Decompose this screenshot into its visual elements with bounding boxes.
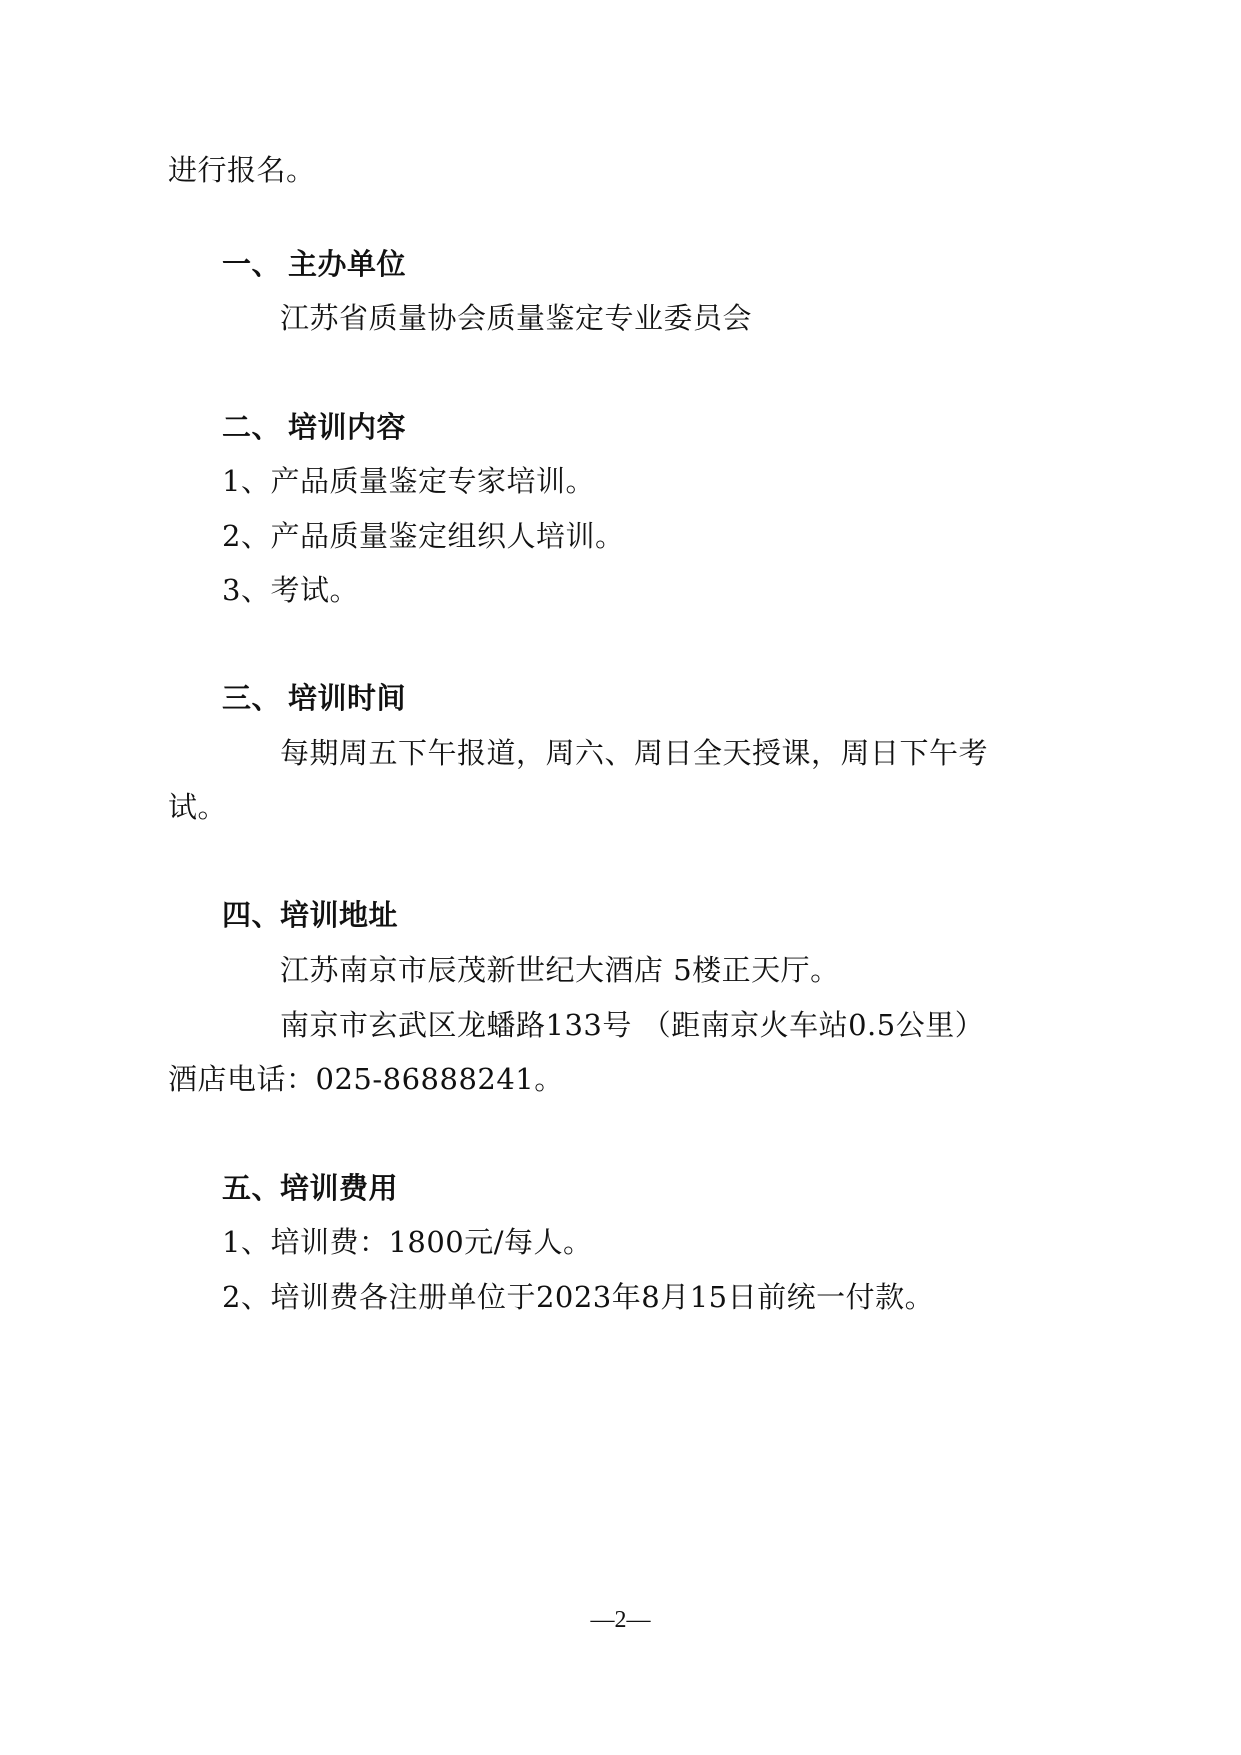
hotel-phone: 酒店电话：025-86888241。: [168, 1062, 564, 1096]
content-item-3: 3、考试。: [222, 573, 359, 607]
section-number: 三、: [222, 681, 282, 715]
section-title: 培训地址: [280, 898, 399, 932]
section-title: 培训费用: [280, 1171, 399, 1205]
section-number: 五、: [222, 1171, 282, 1205]
section-title: 培训时间: [288, 681, 407, 715]
time-description-line-1: 每期周五下午报道，周六、周日全天授课，周日下午考: [280, 736, 989, 770]
section-heading-address: [222, 895, 398, 935]
section-heading-time: [222, 678, 406, 718]
content-item-2: 2、产品质量鉴定组织人培训。: [222, 519, 625, 553]
section-heading-fees: [222, 1168, 398, 1208]
section-title: 培训内容: [288, 410, 407, 444]
organizer-name: 江苏省质量协会质量鉴定专业委员会: [280, 301, 753, 335]
hotel-street-address: 南京市玄武区龙蟠路133号 （距南京火车站0.5公里）: [280, 1008, 985, 1042]
section-heading-organizer: [222, 244, 406, 284]
section-number: 二、: [222, 410, 282, 444]
time-description-line-2: 试。: [168, 790, 228, 824]
fee-item-1: 1、培训费：1800元/每人。: [222, 1225, 593, 1259]
content-item-1: 1、产品质量鉴定专家培训。: [222, 464, 595, 498]
hotel-name: 江苏南京市辰茂新世纪大酒店 5楼正天厅。: [280, 953, 840, 987]
page-number: —2—: [590, 1607, 651, 1633]
intro-tail-text: 进行报名。: [168, 153, 316, 187]
section-number: 四、: [222, 898, 282, 932]
section-number: 一、: [222, 247, 282, 281]
section-title: 主办单位: [288, 247, 407, 281]
section-heading-content: [222, 407, 406, 447]
fee-item-2: 2、培训费各注册单位于2023年8月15日前统一付款。: [222, 1280, 935, 1314]
